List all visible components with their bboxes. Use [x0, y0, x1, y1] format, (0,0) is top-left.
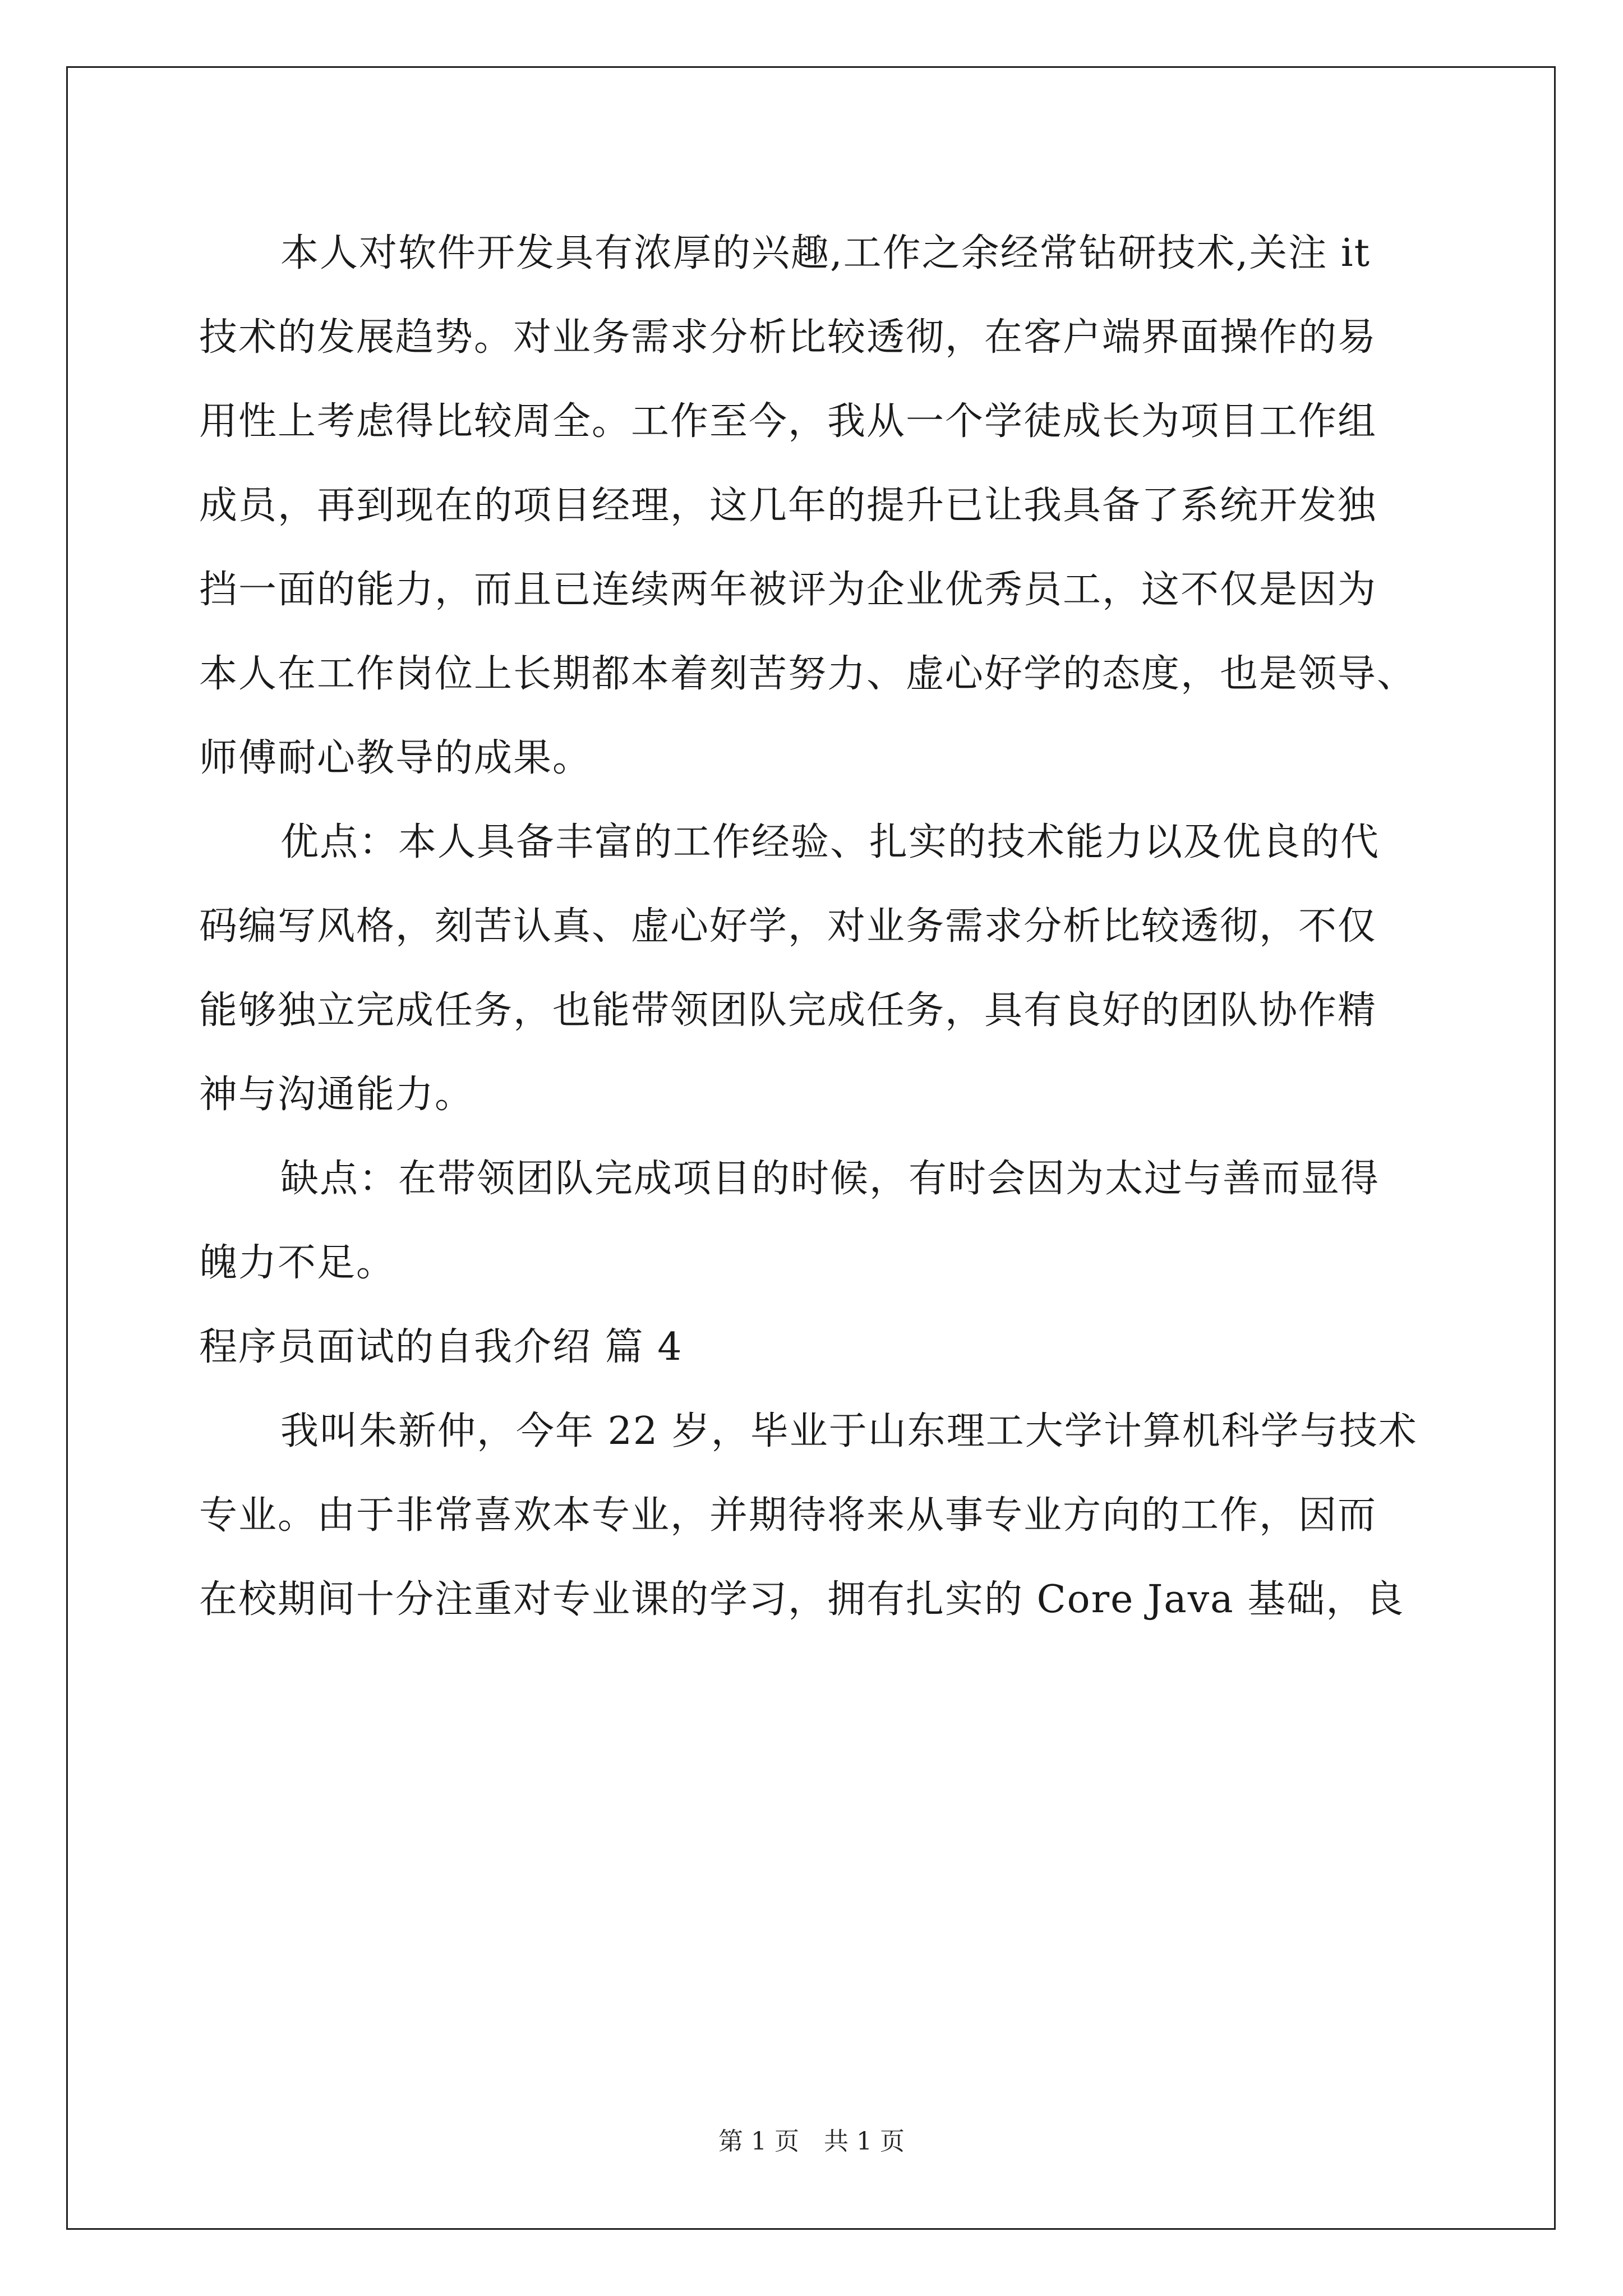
- paragraph-1-line-2: 技术的发展趋势。对业务需求分析比较透彻，在客户端界面操作的易: [199, 315, 1377, 360]
- paragraph-2-line-2: 码编写风格，刻苦认真、虚心好学，对业务需求分析比较透彻，不仅: [199, 904, 1377, 949]
- paragraph-1-line-6: 本人在工作岗位上长期都本着刻苦努力、虚心好学的态度，也是领导、: [199, 652, 1417, 696]
- page-footer: 第 1 页 共 1 页: [718, 2127, 905, 2156]
- paragraph-1-line-4: 成员，再到现在的项目经理，这几年的提升已让我具备了系统开发独: [199, 484, 1377, 528]
- section-heading: 程序员面试的自我介绍 篇 4: [199, 1325, 683, 1369]
- page-border: [66, 66, 1556, 2230]
- paragraph-4-line-1: 我叫朱新仲，今年 22 岁，毕业于山东理工大学计算机科学与技术: [280, 1409, 1418, 1453]
- paragraph-4-line-3: 在校期间十分注重对专业课的学习，拥有扎实的 Core Java 基础，良: [199, 1577, 1405, 1622]
- paragraph-1-line-3: 用性上考虑得比较周全。工作至今，我从一个学徒成长为项目工作组: [199, 399, 1377, 444]
- paragraph-2-line-3: 能够独立完成任务，也能带领团队完成任务，具有良好的团队协作精: [199, 988, 1377, 1033]
- paragraph-4-line-2: 专业。由于非常喜欢本专业，并期待将来从事专业方向的工作，因而: [199, 1493, 1377, 1538]
- paragraph-3-line-1: 缺点：在带领团队完成项目的时候，有时会因为太过与善而显得: [280, 1157, 1380, 1201]
- paragraph-3-line-2: 魄力不足。: [199, 1241, 396, 1285]
- paragraph-1-line-1: 本人对软件开发具有浓厚的兴趣,工作之余经常钻研技术,关注 it: [280, 231, 1371, 275]
- paragraph-1-line-7: 师傅耐心教导的成果。: [199, 736, 592, 780]
- paragraph-1-line-5: 挡一面的能力，而且已连续两年被评为企业优秀员工，这不仅是因为: [199, 568, 1377, 612]
- paragraph-2-line-1: 优点：本人具备丰富的工作经验、扎实的技术能力以及优良的代: [280, 820, 1380, 864]
- paragraph-2-line-4: 神与沟通能力。: [199, 1073, 474, 1117]
